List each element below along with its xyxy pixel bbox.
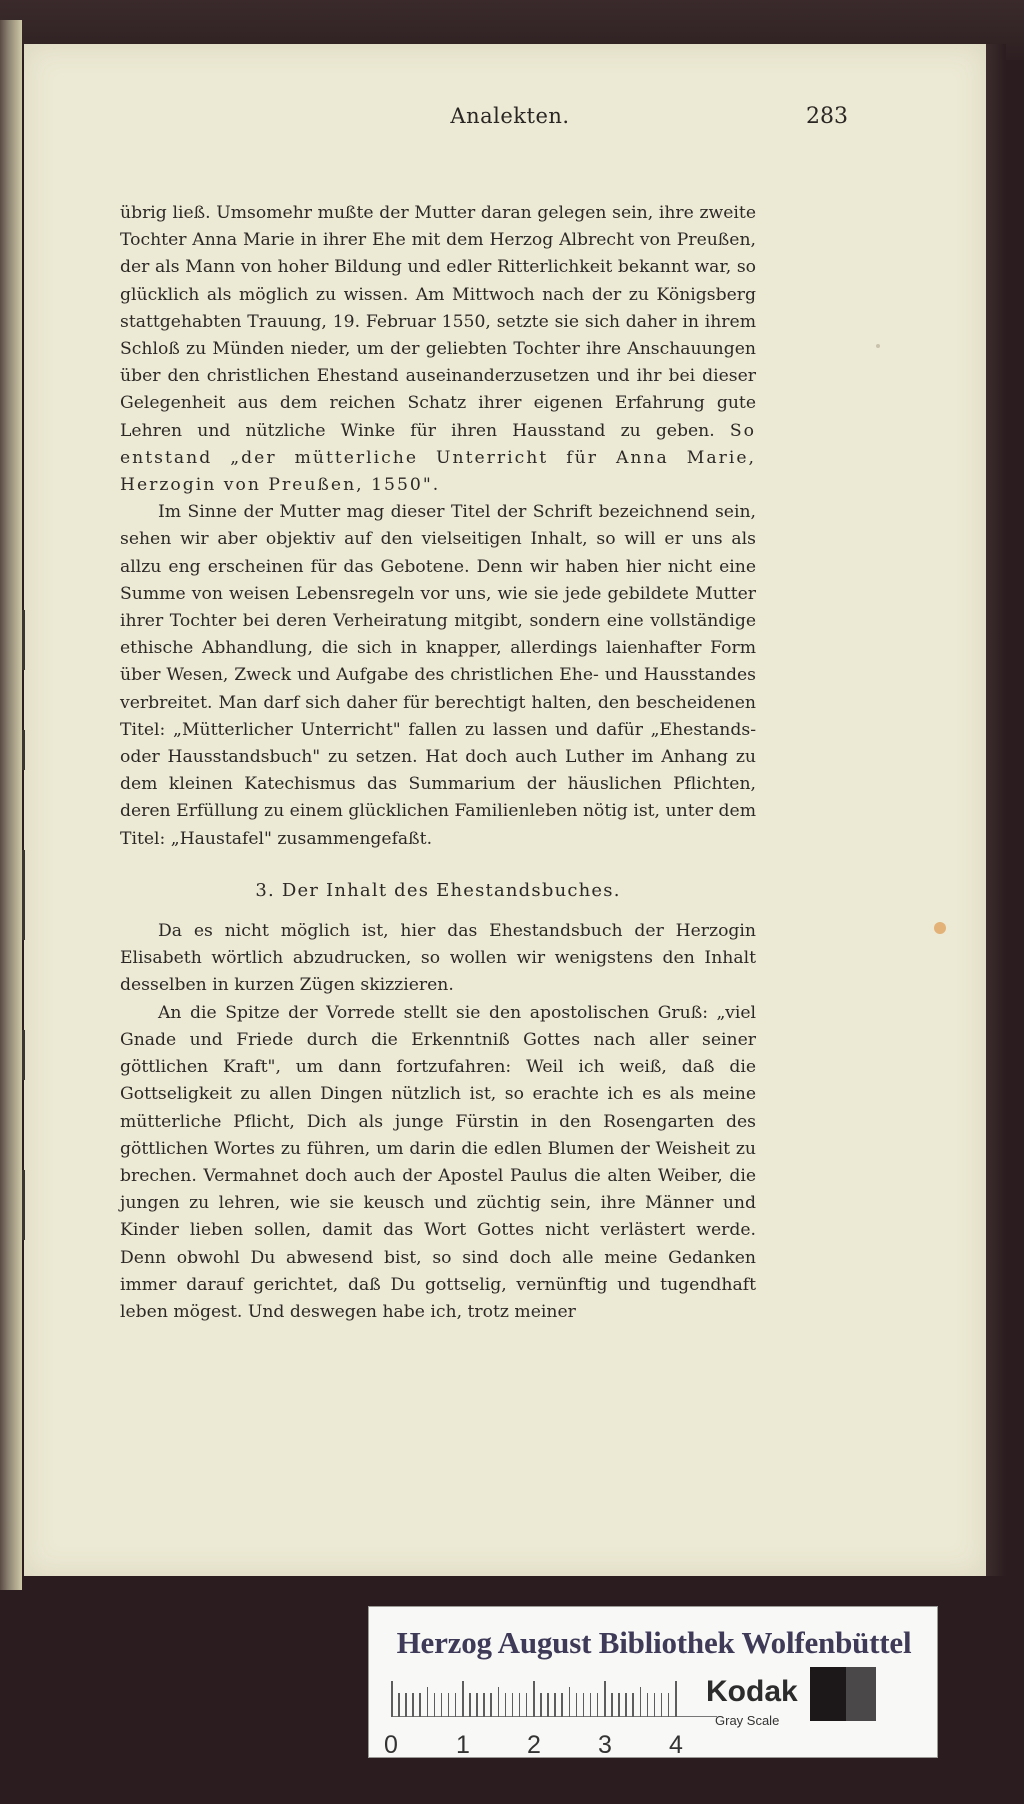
scale-tick: [632, 1693, 634, 1717]
scale-tick: [483, 1693, 485, 1717]
black-patch: [810, 1667, 846, 1721]
scale-tick: [611, 1693, 613, 1717]
page-header: [100, 104, 920, 144]
scale-tick: [505, 1693, 507, 1717]
scale-tick: [455, 1693, 457, 1717]
scale-tick: [405, 1693, 407, 1717]
scale-tick: [526, 1693, 528, 1717]
scale-tick: [434, 1693, 436, 1717]
scale-label-4: 4: [669, 1731, 683, 1759]
gray-patch: [846, 1667, 876, 1721]
paragraph-1-text: übrig ließ. Umsomehr mußte der Mutter daran gelegen sein, ihre zweite Tochter Anna Marie in ihrer Ehe mit dem Herzog Albrecht von Preußen, der als Mann von hoher Bildung und edler Ritterlichkeit bekannt war, so glücklich als möglich zu wissen. Am Mittwoch nach der zu Königsberg stattgehabten Trauung, 19. Februar 1550, setzte sie sich daher in ihrem Schloß zu Münden nieder, um der geliebten Tochter ihre Anschauungen über den christlichen Ehestand auseinanderzusetzen und ihr bei dieser Gelegenheit aus dem reichen Schatz ihrer eigenen Erfahrung gute Lehren und nützliche Winke für ihren Hausstand zu geben.: [120, 203, 756, 441]
scale-tick: [448, 1693, 450, 1717]
scale-label-1: 1: [456, 1731, 470, 1759]
scale-labels: [383, 1731, 723, 1757]
scale-tick: [441, 1693, 443, 1717]
scale-tick: [554, 1693, 556, 1717]
scale-tick: [583, 1693, 585, 1717]
scale-tick: [533, 1681, 535, 1717]
paragraph-4: An die Spitze der Vorrede stellt sie den apostolischen Gruß: „viel Gnade und Friede durch die Erkenntniß Gottes nach aller seiner göttlichen Kraft", um dann fortzufahren: Weil ich weiß, daß die Gottseligkeit zu allen Dingen nützlich ist, so erachte ich es als meine mütterliche Pflicht, Dich als junge Fürstin in den Rosengarten des göttlichen Wortes zu führen, um darin die edlen Blumen der Weisheit zu brechen. Vermahnet doch auch der Apostel Paulus die alten Weiber, die jungen zu lehren, wie sie keusch und züchtig sein, ihre Männer und Kinder lieben sollen, damit das Wort Gottes nicht verlästert werde. Denn obwohl Du abwesend bist, so sind doch alle meine Gedanken immer darauf gerichtet, daß Du gottselig, vernünftig und tugendhaft leben mögest. Und deswegen habe ich, trotz meiner: [120, 1002, 756, 1322]
scale-tick: [668, 1693, 670, 1717]
scale-label-2: 2: [527, 1731, 541, 1759]
scale-tick: [561, 1693, 563, 1717]
scale-tick: [576, 1693, 578, 1717]
page-number: 283: [806, 104, 848, 129]
gray-scale-label: Gray Scale: [715, 1713, 780, 1728]
scale-tick: [590, 1693, 592, 1717]
paper-speck: [876, 344, 880, 348]
scale-tick: [540, 1693, 542, 1717]
body-text: [120, 200, 756, 1326]
scale-tick: [661, 1693, 663, 1717]
scale-tick: [427, 1687, 429, 1717]
scale-tick: [419, 1693, 421, 1717]
scale-tick: [604, 1681, 606, 1717]
paper-spot: [934, 922, 946, 934]
gray-scale-ruler: [391, 1679, 717, 1717]
page-shadow: [986, 44, 1006, 1576]
scale-label-0: 0: [384, 1731, 398, 1759]
scale-label-3: 3: [598, 1731, 612, 1759]
paragraph-2: Im Sinne der Mutter mag dieser Titel der Schrift bezeichnend sein, sehen wir aber objektiv auf den vielseitigen Inhalt, so will er uns als allzu eng erscheinen für das Gebotene. Denn wir haben hier nicht eine Summe von weisen Lebensregeln vor uns, wie sie jede gebildete Mutter ihrer Tochter bei deren Verheiratung mitgibt, sondern eine vollständige ethische Abhandlung, die sich in knapper, allerdings laienhafter Form über Wesen, Zweck und Aufgabe des christlichen Ehe- und Hausstandes verbreitet. Man darf sich daher für berechtigt halten, den bescheidenen Titel: „Mütterlicher Unterricht" fallen zu lassen und dafür „Ehestands- oder Hausstandsbuch" zu setzen. Hat doch auch Luther im Anhang zu dem kleinen Katechismus das Summarium der häuslichen Pflichten, deren Erfüllung zu einem glücklichen Familienleben nötig ist, unter dem Titel: „Haustafel" zusammengefaßt.: [120, 502, 756, 849]
section-title: 3. Der Inhalt des Ehestandsbuches.: [255, 879, 621, 901]
scale-tick: [469, 1693, 471, 1717]
paragraph-1: [120, 200, 756, 499]
scale-tick: [654, 1693, 656, 1717]
scale-tick: [625, 1693, 627, 1717]
scale-tick: [490, 1693, 492, 1717]
paragraph-3: Da es nicht möglich ist, hier das Ehestandsbuch der Herzogin Elisabeth wörtlich abzudrucken, so wollen wir wenigstens den Inhalt desselben in kurzen Zügen skizzieren.: [120, 921, 756, 996]
kodak-logo: Kodak: [706, 1675, 798, 1708]
scale-tick: [618, 1693, 620, 1717]
library-name: Herzog August Bibliothek Wolfenbüttel: [396, 1625, 912, 1660]
scale-tick: [498, 1687, 500, 1717]
scale-tick: [675, 1681, 677, 1717]
scale-tick: [398, 1693, 400, 1717]
binding-marks: [22, 610, 26, 1310]
book-spine-edge: [0, 20, 22, 1590]
scale-tick: [519, 1693, 521, 1717]
scale-tick: [512, 1693, 514, 1717]
scale-tick: [412, 1693, 414, 1717]
scale-tick: [476, 1693, 478, 1717]
scale-tick: [647, 1693, 649, 1717]
scale-tick: [547, 1693, 549, 1717]
paragraph-1-spaced-title: So entstand „der mütterliche Unterricht für Anna Marie, Herzogin von Preußen, 1550".: [120, 420, 756, 496]
running-head: Analekten.: [450, 104, 570, 128]
scale-tick: [462, 1681, 464, 1717]
color-target-card: [368, 1606, 938, 1758]
scale-tick: [597, 1693, 599, 1717]
scale-tick: [569, 1687, 571, 1717]
scale-tick: [391, 1681, 393, 1717]
scale-tick: [640, 1687, 642, 1717]
